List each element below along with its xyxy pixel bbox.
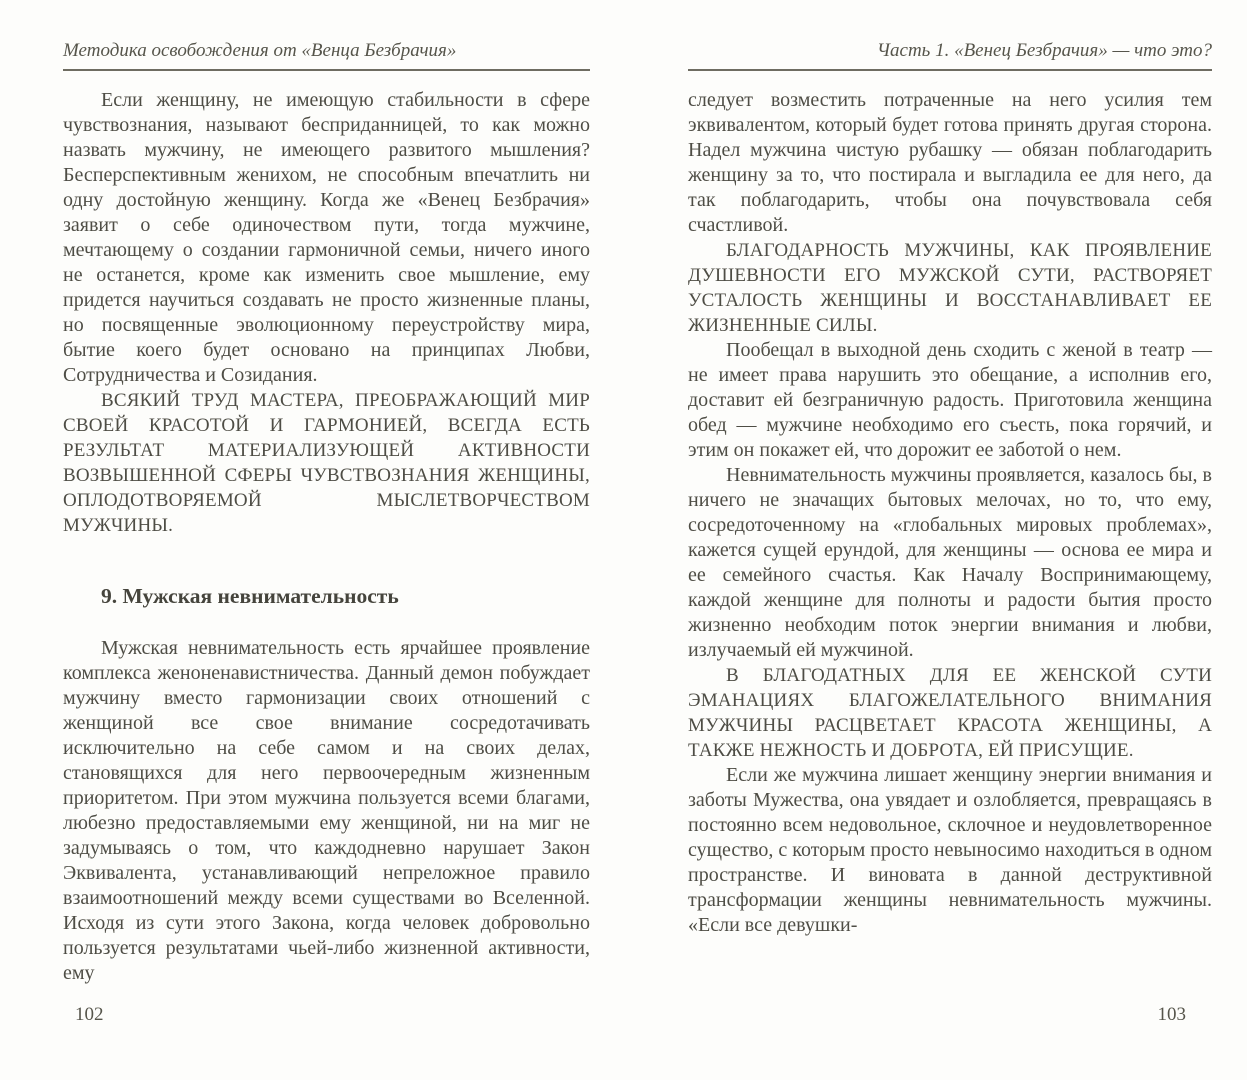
paragraph: следует возместить потраченные на него усилия тем эквивалентом, который будет готова принять другая сторона. Надел мужчина чистую рубашку — обязан поблагодарить женщину за то, что постирала и выгладила ее для него, да так поблагодарить, чтобы она почувствовала себя счастливой. xyxy=(688,89,1212,236)
page-left-body xyxy=(63,88,590,986)
paragraph: Мужская невнимательность есть ярчайшее проявление комплекса женоненавистничества. Данный демон побуждает мужчину вместо гармонизации своих отношений с женщиной все свое внимание сосредотачивать исключительно на себе самом и на своих делах, становящихся для него первоочередным жизненным приоритетом. При этом мужчина пользуется всеми благами, любезно предоставляемыми ему женщиной, ни на миг не задумываясь о том, что каждодневно нарушает Закон Эквивалента, устанавливающий непреложное правило взаимоотношений между всеми существами во Вселенной. Исходя из сути этого Закона, когда человек добровольно пользуется результатами чьей-либо жизненной активности, ему xyxy=(63,637,590,984)
running-head-left-text: Методика освобождения от «Венца Безбрачия» xyxy=(63,40,457,61)
page-number-left: 102 xyxy=(75,1004,104,1025)
page-right-body xyxy=(688,88,1212,938)
paragraph: Невнимательность мужчины проявляется, казалось бы, в ничего не значащих бытовых мелочах, но то, что ему, сосредоточенному на «глобальных мировых проблемах», кажется сущей ерундой, для женщины — основа ее мира и ее семейного счастья. Как Началу Воспринимающему, каждой женщине для полноты и радости бытия просто жизненно необходим поток энергии внимания и любви, излучаемый ей мужчиной. xyxy=(688,464,1212,661)
paragraph: ВСЯКИЙ ТРУД МАСТЕРА, ПРЕОБРАЖАЮЩИЙ МИР СВОЕЙ КРАСОТОЙ И ГАРМОНИЕЙ, ВСЕГДА ЕСТЬ РЕЗУЛЬТАТ МАТЕРИАЛИЗУЮЩЕЙ АКТИВНОСТИ ВОЗВЫШЕННОЙ СФЕРЫ ЧУВСТВОЗНАНИЯ ЖЕНЩИНЫ, ОПЛОДОТВОРЯЕМОЙ МЫСЛЕТВОРЧЕСТВОМ МУЖЧИНЫ. xyxy=(63,390,590,536)
running-head-right-text: Часть 1. «Венец Безбрачия» — что это? xyxy=(876,40,1212,61)
paragraph: Если же мужчина лишает женщину энергии внимания и заботы Мужества, она увядает и озлобляется, превращаясь в постоянно всем недовольное, склочное и неудовлетворенное существо, с которым просто невыносимо находиться в одном пространстве. И виновата в данной деструктивной трансформации женщины невнимательность мужчины. «Если все девушки- xyxy=(688,764,1212,936)
paragraph: Пообещал в выходной день сходить с женой в театр — не имеет права нарушить это обещание, а исполнив его, доставит ей безграничную радость. Приготовила женщина обед — мужчине необходимо его съесть, пока горячий, и этим он покажет ей, что дорожит ее заботой о нем. xyxy=(688,339,1212,461)
page-left xyxy=(63,0,590,1080)
paragraph: В БЛАГОДАТНЫХ ДЛЯ ЕЕ ЖЕНСКОЙ СУТИ ЭМАНАЦИЯХ БЛАГОЖЕЛАТЕЛЬНОГО ВНИМАНИЯ МУЖЧИНЫ РАСЦВЕТАЕТ КРАСОТА ЖЕНЩИНЫ, А ТАКЖЕ НЕЖНОСТЬ И ДОБРОТА, ЕЙ ПРИСУЩИЕ. xyxy=(688,665,1212,761)
page-number-right: 103 xyxy=(1157,1004,1186,1025)
paragraph: Если женщину, не имеющую стабильности в сфере чувствознания, называют бесприданницей, то как можно назвать мужчину, не имеющего развитого мышления? Бесперспективным женихом, не способным впечатлить ни одну достойную женщину. Когда же «Венец Безбрачия» заявит о себе одиночеством пути, тогда мужчине, мечтающему о создании гармоничной семьи, ничего иного не останется, кроме как изменить свое мышление, ему придется научиться создавать не просто жизненные планы, но посвященные эволюционному переустройству мира, бытие коего будет основано на принципах Любви, Сотрудничества и Созидания. xyxy=(63,89,590,386)
section-heading: 9. Мужская невнимательность xyxy=(101,584,399,608)
running-head-right xyxy=(688,0,1212,71)
running-head-left xyxy=(63,0,590,71)
page-right xyxy=(688,0,1212,1080)
paragraph: БЛАГОДАРНОСТЬ МУЖЧИНЫ, КАК ПРОЯВЛЕНИЕ ДУШЕВНОСТИ ЕГО МУЖСКОЙ СУТИ, РАСТВОРЯЕТ УСТАЛОСТЬ ЖЕНЩИНЫ И ВОССТАНАВЛИВАЕТ ЕЕ ЖИЗНЕННЫЕ СИЛЫ. xyxy=(688,240,1212,336)
